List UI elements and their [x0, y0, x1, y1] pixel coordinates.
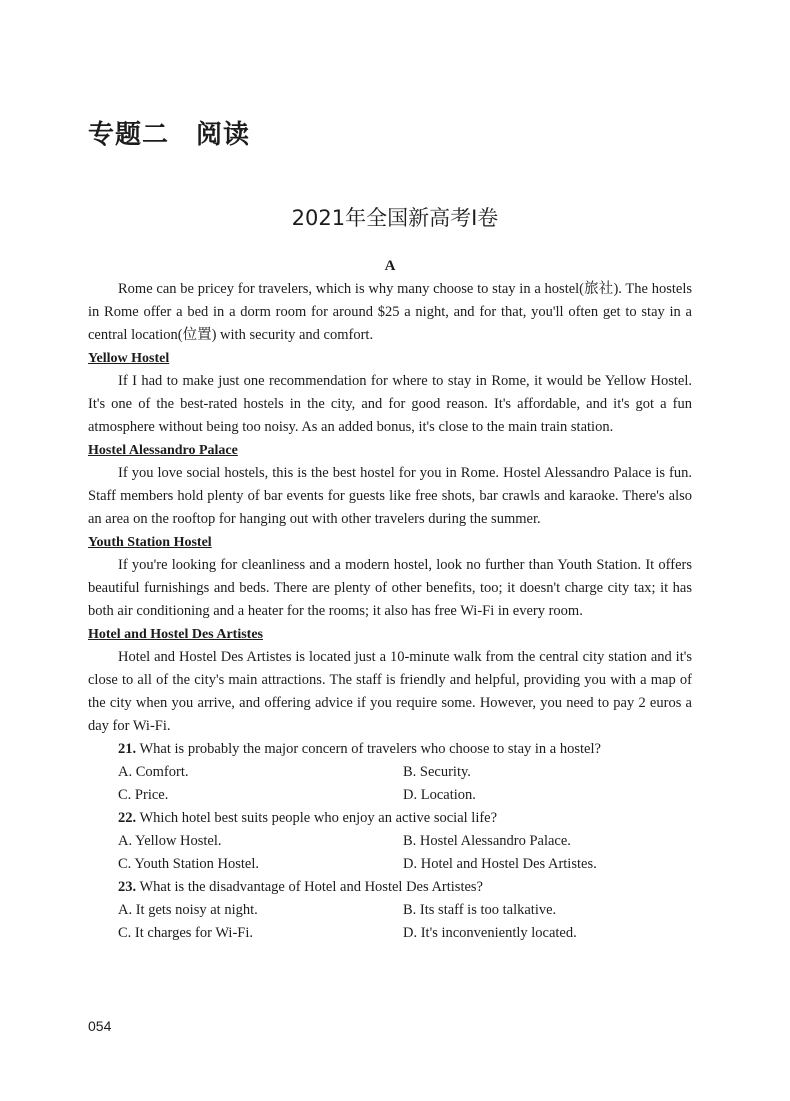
- hostel-paragraph: Hotel and Hostel Des Artistes is located just a 10-minute walk from the central city station and it's close to all of the city's main attractions. The staff is friendly and helpful, providing you with a map of the city when you arrive, and offering advice if you require some. However, you need to pay 2 euros a day for Wi-Fi.: [88, 649, 692, 734]
- question-number: 21.: [118, 741, 137, 757]
- question-22: [88, 807, 692, 876]
- section-letter: A: [384, 258, 396, 274]
- question-text: What is the disadvantage of Hotel and Hostel Des Artistes?: [139, 879, 483, 895]
- question-21: [88, 738, 692, 807]
- hostel-section-des-artistes: [88, 623, 692, 738]
- option-a: A. It gets noisy at night.: [118, 902, 258, 918]
- hostel-paragraph: If you love social hostels, this is the best hostel for you in Rome. Hostel Alessandro Palace is fun. Staff members hold plenty of bar events for guests like free shots, bar crawls and karaoke. There's also an area on the rooftop for hanging out with other travelers during the summer.: [88, 465, 692, 527]
- question-number: 22.: [118, 810, 137, 826]
- option-a: A. Comfort.: [118, 764, 189, 780]
- hostel-paragraph: If I had to make just one recommendation for where to stay in Rome, it would be Yellow Hostel. It's one of the best-rated hostels in the city, and for good reason. It's affordable, and it's got a fun atmosphere without being too noisy. As an added bonus, it's close to the main train station.: [88, 373, 692, 435]
- option-a: A. Yellow Hostel.: [118, 833, 222, 849]
- option-grid: [88, 830, 692, 876]
- option-c: C. It charges for Wi-Fi.: [118, 925, 253, 941]
- option-c: C. Price.: [118, 787, 169, 803]
- hostel-heading: Yellow Hostel: [88, 351, 170, 366]
- option-grid: [88, 899, 692, 945]
- hostel-heading: Hostel Alessandro Palace: [88, 443, 238, 458]
- hostel-section-yellow: [88, 347, 692, 439]
- hostel-section-alessandro: [88, 439, 692, 531]
- hostel-paragraph: If you're looking for cleanliness and a modern hostel, look no further than Youth Station. It offers beautiful furnishings and beds. There are plenty of other benefits, too; it doesn't charge city tax; it has both air conditioning and a heater for the rooms; it also has free Wi-Fi in every room.: [88, 557, 692, 619]
- passage-content: [88, 255, 692, 945]
- chapter-title: 专题二 阅读: [88, 120, 251, 150]
- hostel-heading: Youth Station Hostel: [88, 535, 212, 550]
- question-number: 23.: [118, 879, 137, 895]
- option-c: C. Youth Station Hostel.: [118, 856, 259, 872]
- question-text: What is probably the major concern of travelers who choose to stay in a hostel?: [139, 741, 601, 757]
- option-d: D. It's inconveniently located.: [403, 925, 577, 941]
- intro-paragraph: Rome can be pricey for travelers, which is why many choose to stay in a hostel(旅社). The hostels in Rome offer a bed in a dorm room for around $25 a night, and for that, you'll often get to stay in a central location(位置) with security and comfort.: [88, 281, 692, 343]
- question-text: Which hotel best suits people who enjoy an active social life?: [139, 810, 498, 826]
- page-number: 054: [88, 1018, 112, 1034]
- option-grid: [88, 761, 692, 807]
- option-b: B. Security.: [403, 764, 471, 780]
- exam-title: 2021年全国新高考Ⅰ卷: [291, 206, 499, 230]
- option-d: D. Hotel and Hostel Des Artistes.: [403, 856, 597, 872]
- option-b: B. Its staff is too talkative.: [403, 902, 557, 918]
- option-d: D. Location.: [403, 787, 476, 803]
- hostel-heading: Hotel and Hostel Des Artistes: [88, 627, 263, 642]
- question-23: [88, 876, 692, 945]
- hostel-section-youth-station: [88, 531, 692, 623]
- option-b: B. Hostel Alessandro Palace.: [403, 833, 571, 849]
